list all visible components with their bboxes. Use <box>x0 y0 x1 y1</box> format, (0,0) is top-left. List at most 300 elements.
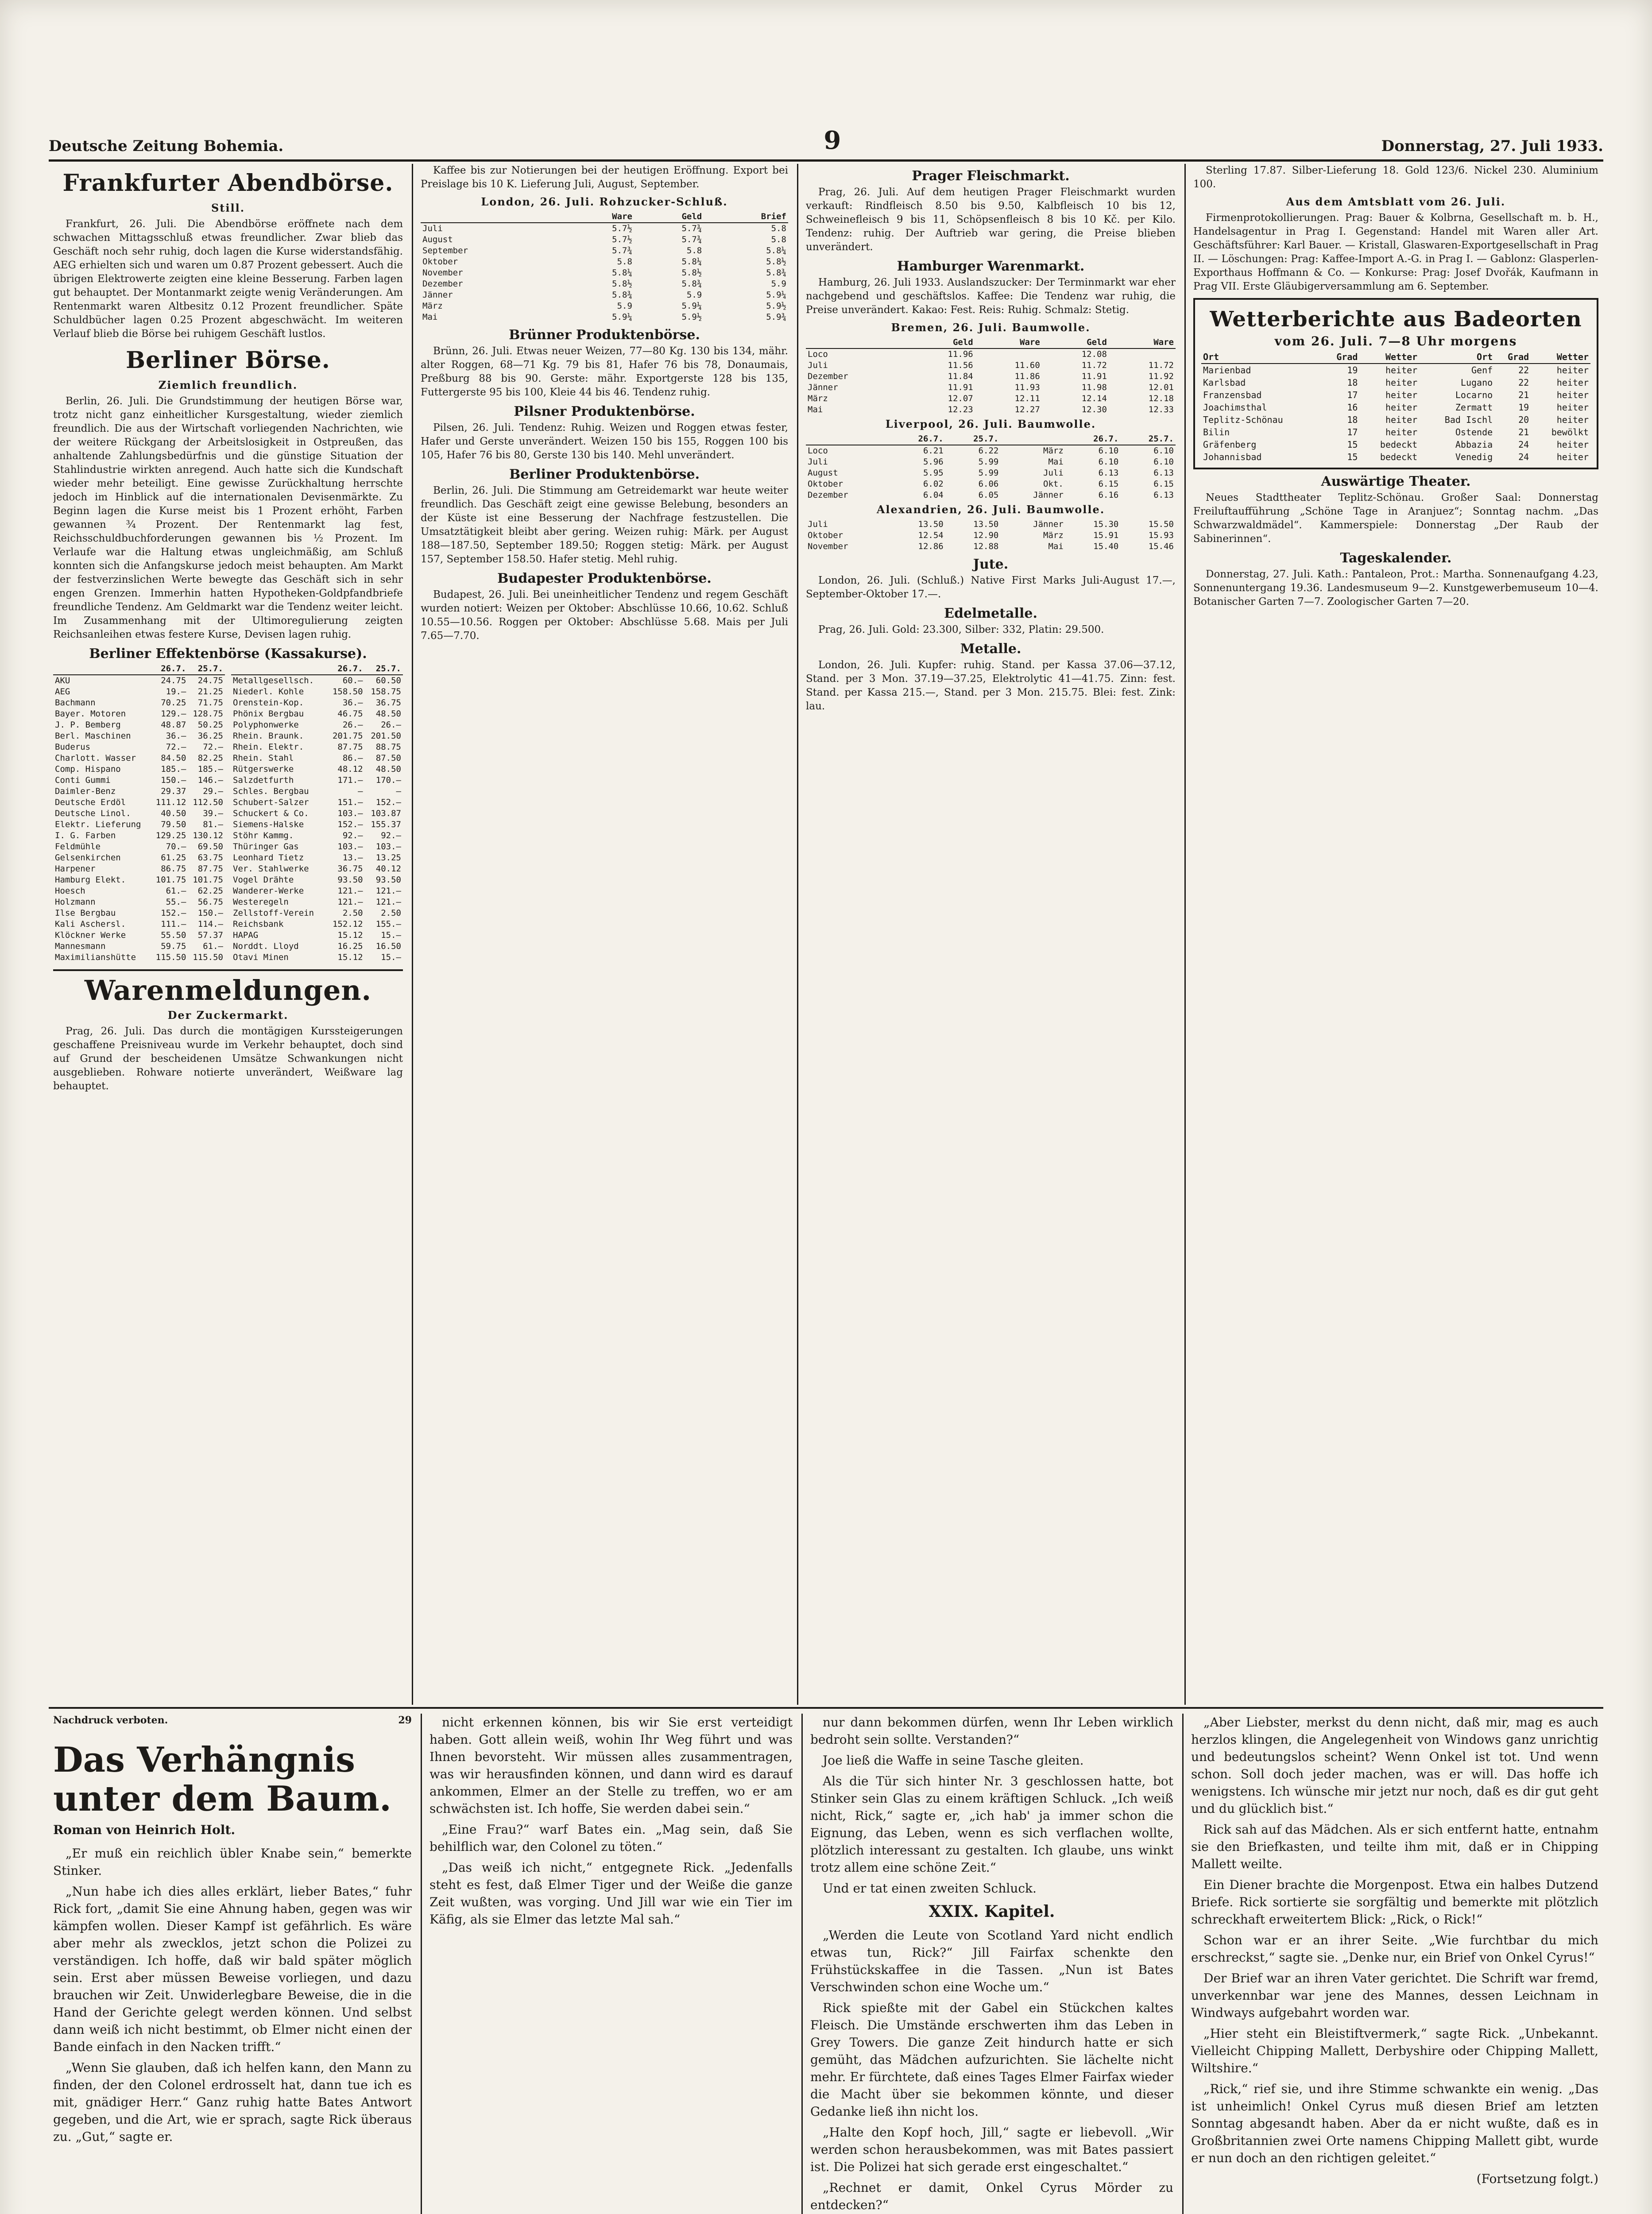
table-cell: Juli <box>1043 468 1064 478</box>
table-row <box>231 819 403 830</box>
table-header: 26.7. <box>151 663 188 675</box>
table-row <box>53 952 225 963</box>
table-cell: 19 <box>1518 402 1529 413</box>
table-header: Ort <box>1419 351 1494 364</box>
table-cell: 24.75 <box>197 676 223 685</box>
novel-paragraph: Der Brief war an ihren Vater gerichtet. Die Schrift war fremd, unverkennbar war jene des Mannes, dessen Leichnam in Windways aufgebahrt worden war. <box>1191 1971 1598 2020</box>
table-cell: Marienbad <box>1203 365 1251 375</box>
novel-paragraph: Rick spießte mit der Gabel ein Stückchen kaltes Fleisch. Die Umstände erschwerten ihm das Leben in Grey Towers. Die ganze Zeit hindurch hatte er sich gemüht, das Mädchen aufzurichten. Sie lächelte nicht mehr. Er fürchtete, daß eines Tages Elmer Fairfax wieder die Macht über sie bekommen könnte, und dieser Gedanke ließ ihn nicht los. <box>810 2001 1173 2119</box>
table-cell: 87.75 <box>337 742 363 752</box>
table-cell: 6.13 <box>1098 468 1119 478</box>
table-row <box>53 708 225 720</box>
table-cell: Conti Gummi <box>55 775 111 785</box>
table-row <box>53 863 225 875</box>
table-row <box>53 941 225 952</box>
table-cell: 15.91 <box>1093 530 1119 540</box>
table-cell: 5.8 <box>771 224 786 233</box>
table-cell: 11.96 <box>948 349 973 359</box>
table-cell: 185.— <box>197 764 223 774</box>
novel-paragraph: Schon war er an ihrer Seite. „Wie furchtbar du mich erschreckst,“ sagte sie. „Denke nur, ein Brief von Onkel Cyrus!“ <box>1191 1933 1598 1965</box>
table-cell: 5.8¾ <box>681 279 702 289</box>
table-row <box>806 382 1176 393</box>
table-cell: 36.— <box>166 731 186 741</box>
table-cell: 6.16 <box>1098 490 1119 500</box>
table-cell: 48.50 <box>375 764 401 774</box>
table-cell: 87.50 <box>375 753 401 763</box>
table-cell: Schles. Bergbau <box>233 786 309 796</box>
novel-paragraph: nicht erkennen können, bis wir Sie erst verteidigt haben. Gott allein weiß, wohin Ihr Weg führt und was Ihnen bevorsteht. Wir müssen alles zusammentragen, was wir herausfinden können, und dann wird es darauf ankommen, Elmer an der Stelle zu treffen, wo er am schwächsten ist. Ich hoffe, Sie werden dabei sein.“ <box>429 1715 793 1816</box>
table-cell: Bachmann <box>55 698 96 708</box>
table-cell: 6.13 <box>1153 468 1174 478</box>
table-cell: 82.25 <box>197 753 223 763</box>
table-cell: heiter <box>1556 390 1589 400</box>
table-cell: 92.— <box>342 831 363 840</box>
table-cell: 150.— <box>197 908 223 918</box>
table-row <box>421 312 788 323</box>
table-cell: 48.50 <box>375 709 401 719</box>
table-cell: Ostende <box>1455 427 1493 437</box>
table-cell: 92.— <box>381 831 401 840</box>
table-cell: 88.75 <box>375 742 401 752</box>
table-row <box>53 897 225 908</box>
weather-title: Wetterberichte aus Badeorten <box>1210 307 1582 332</box>
table-cell: 19 <box>1347 365 1358 375</box>
table-cell: AEG <box>55 687 70 697</box>
table-cell: 71.75 <box>197 698 223 708</box>
table-row <box>53 764 225 775</box>
table-cell: 5.8 <box>617 257 632 267</box>
table-cell: 72.— <box>203 742 223 752</box>
novel-paragraph: nur dann bekommen dürfen, wenn Ihr Leben wirklich bedroht sein sollte. Verstanden?“ <box>810 1715 1173 1747</box>
table-cell: 5.7¾ <box>681 224 702 233</box>
table-row <box>806 404 1176 415</box>
table-cell: Buderus <box>55 742 91 752</box>
table-cell: 5.7¾ <box>612 246 632 255</box>
table-cell: 5.8½ <box>681 268 702 278</box>
column-2 <box>421 164 788 1703</box>
table-cell: Oktober <box>808 479 843 489</box>
table-cell: 63.75 <box>197 853 223 863</box>
table-cell: 5.8¾ <box>612 290 632 300</box>
table-cell: 36.— <box>342 698 363 708</box>
amtsblatt-title: Aus dem Amtsblatt vom 26. Juli. <box>1286 195 1506 208</box>
table-cell: Hoesch <box>55 886 85 896</box>
table-cell: Mai <box>1048 457 1064 467</box>
table-cell: 103.87 <box>371 809 401 818</box>
table-cell: Elektr. Lieferung <box>55 820 141 829</box>
novel-paragraph: „Das weiß ich nicht,“ entgegnete Rick. „Jedenfalls steht es fest, daß Elmer Tiger und der Weiße die ganze Zeit wußten, was vorging. Und Jill war wie ein Tier im Käfig, als sie Elmer das letzte Mal sah.“ <box>429 1860 793 1927</box>
london-sugar-table <box>421 211 788 323</box>
continued-note: (Fortsetzung folgt.) <box>1476 2171 1598 2186</box>
table-cell: 13.— <box>342 853 363 863</box>
table-cell: März <box>422 301 443 311</box>
table-header: 25.7. <box>945 434 1001 445</box>
table-cell: J. P. Bemberg <box>55 720 121 730</box>
table-cell: Ver. Stahlwerke <box>233 864 309 874</box>
table-row <box>806 371 1176 382</box>
table-header <box>806 434 890 445</box>
table-cell: März <box>1043 530 1064 540</box>
column-rule <box>412 164 413 1705</box>
table-cell: 87.75 <box>197 864 223 874</box>
table-cell: Rütgerswerke <box>233 764 294 774</box>
table-row <box>231 775 403 786</box>
budapest-text: Budapest, 26. Juli. Bei uneinheitlicher Tendenz und regem Geschäft wurden notiert: Weizen per Oktober: Abschlüsse 10.66, 10.62. Schluß 10.55—10.56. Roggen per Oktober: Abschlüsse 5.68. Mais per Juli 7.65—7.70. <box>421 589 788 642</box>
table-cell: 5.9 <box>617 301 632 311</box>
table-cell: Bad Ischl <box>1444 414 1493 425</box>
weather-box <box>1193 298 1598 469</box>
table-cell: 146.— <box>197 775 223 785</box>
waren-text: Prag, 26. Juli. Das durch die montägigen Kurssteigerungen geschaffene Preisniveau wurde im Verkehr behauptet, doch sind auf Grund der bescheidenen Umsätze Schwankungen nicht ausgeblieben. Rohware notierte unverändert, Weißware lag behauptet. <box>53 1026 403 1092</box>
table-cell: 11.92 <box>1148 372 1174 381</box>
prag-meat-title: Prager Fleischmarkt. <box>912 168 1070 184</box>
column-rule <box>1184 164 1186 1705</box>
table-cell: 5.8½ <box>612 279 632 289</box>
table-cell: Juli <box>808 519 828 529</box>
waren-subtitle: Der Zuckermarkt. <box>167 1009 289 1022</box>
table-cell: Juli <box>808 457 828 467</box>
novel-paragraph: Und er tat einen zweiten Schluck. <box>823 1881 1037 1896</box>
table-cell: 5.8¼ <box>681 257 702 267</box>
table-cell: Zermatt <box>1455 402 1493 413</box>
liverpool-title: Liverpool, 26. Juli. Baumwolle. <box>885 418 1096 430</box>
table-cell: 11.91 <box>1081 372 1107 381</box>
table-header: 25.7. <box>1120 434 1176 445</box>
table-cell: 12.88 <box>973 542 999 551</box>
table-cell: 93.50 <box>375 875 401 885</box>
table-cell: 152.— <box>337 820 363 829</box>
table-cell: Mai <box>422 312 438 322</box>
table-cell: 11.93 <box>1014 383 1040 392</box>
table-cell: Dezember <box>422 279 463 289</box>
table-row <box>231 852 403 863</box>
table-cell: Vogel Drähte <box>233 875 294 885</box>
table-cell: 5.9 <box>686 290 702 300</box>
table-header: Grad <box>1323 351 1359 364</box>
table-cell: Jänner <box>422 290 453 300</box>
table-cell: Charlott. Wasser <box>55 753 136 763</box>
table-cell: Gelsenkirchen <box>55 853 121 863</box>
hamburg-text: Hamburg, 26. Juli 1933. Auslandszucker: Der Terminmarkt war eher nachgebend und geschäftslos. Kaffee: Die Tendenz war ruhig, die Preise unverändert. Kakao: Fest. Reis: Ruhig. Schmalz: Stetig. <box>806 277 1176 316</box>
table-cell: 6.21 <box>923 446 944 456</box>
table-cell: 11.56 <box>948 360 973 370</box>
table-cell: Stöhr Kammg. <box>233 831 294 840</box>
reprint-notice: Nachdruck verboten. <box>53 1715 168 1726</box>
table-cell: Abbazia <box>1455 439 1493 450</box>
amtsblatt-text: Firmenprotokollierungen. Prag: Bauer & Kolbrna, Gesellschaft m. b. H., Handelsagentur in Prag I. Gegenstand: Handel mit Waren aller Art. Geschäftsführer: Karl Bauer. — Kristall, Glaswaren-Exportgesellschaft in Prag II. — Löschungen: Prag: Kaffee-Import A.-G. in Prag I. — Gablonz: Glasperlen-Exporthaus Hoffmann & Co. — Konkurse: Prag: Josef Dvořák, Kaufmann in Prag VII. Erste Gläubigerversammlung am 6. September. <box>1193 212 1598 292</box>
table-cell: 59.75 <box>161 941 186 951</box>
novel-paragraph: „Eine Frau?“ warf Bates ein. „Mag sein, daß Sie behilflich war, den Colonel zu töten.“ <box>429 1822 793 1854</box>
table-header <box>1000 434 1065 445</box>
table-cell: 121.— <box>337 897 363 907</box>
table-cell: 5.8½ <box>766 257 786 267</box>
table-row <box>806 530 1176 541</box>
novel-paragraph: Als die Tür sich hinter Nr. 3 geschlossen hatte, bot Stinker sein Glas zu einem kräftigen Schluck. „Ich weiß nicht, Rick,“ sagte er, „ich hab' ja immer schon die Eignung, das Leben, wenn es sich verflachen wollte, plötzlich interessant zu gestalten. Ich glaube, uns winkt trotz allem eine schöne Zeit.“ <box>810 1774 1173 1875</box>
table-cell: — <box>358 786 363 796</box>
table-row <box>53 852 225 863</box>
table-cell: 72.— <box>166 742 186 752</box>
table-cell: Berl. Maschinen <box>55 731 131 741</box>
table-header: Ware <box>1109 337 1176 348</box>
table-cell: 50.25 <box>197 720 223 730</box>
novel-paragraph: „Rick,“ rief sie, und ihre Stimme schwankte ein wenig. „Das ist unheimlich! Onkel Cyrus muß diesen Brief am letzten Sonntag abgesandt haben. Aber da er nicht wußte, daß es in Großbritannien zwei Orte namens Chipping Mallett gibt, wurde er nun doch an den richtigen geleitet.“ <box>1191 2082 1598 2165</box>
table-row <box>231 941 403 952</box>
table-cell: Phönix Bergbau <box>233 709 304 719</box>
table-cell: Orenstein-Kop. <box>233 698 304 708</box>
table-cell: 21.25 <box>197 687 223 697</box>
table-cell: Franzensbad <box>1203 390 1262 400</box>
table-row <box>53 886 225 897</box>
table-header <box>231 663 326 675</box>
table-cell: 15.46 <box>1148 542 1174 551</box>
table-cell: 70.— <box>166 842 186 852</box>
table-cell: 26.— <box>342 720 363 730</box>
novel-notice-row <box>53 1714 412 1727</box>
table-cell: 129.25 <box>155 831 186 840</box>
table-cell: heiter <box>1556 377 1589 388</box>
table-header: 26.7. <box>1065 434 1121 445</box>
table-cell: bedeckt <box>1380 452 1418 462</box>
table-cell: 103.— <box>337 842 363 852</box>
table-cell: 6.10 <box>1153 457 1174 467</box>
table-cell: 11.86 <box>1014 372 1040 381</box>
table-cell: Teplitz-Schönau <box>1203 414 1283 425</box>
table-cell: 129.— <box>161 709 186 719</box>
brunn-title: Brünner Produktenbörse. <box>509 327 700 343</box>
table-row <box>231 897 403 908</box>
table-row <box>231 731 403 742</box>
table-cell: 70.25 <box>161 698 186 708</box>
table-cell: 12.18 <box>1148 394 1174 403</box>
table-cell: 61.— <box>203 941 223 951</box>
table-cell: 86.— <box>342 753 363 763</box>
table-cell: 55.50 <box>161 930 186 940</box>
table-row <box>806 457 1176 468</box>
hamburg-title: Hamburger Warenmarkt. <box>897 259 1085 274</box>
table-cell: 11.60 <box>1014 360 1040 370</box>
effekten-tables <box>53 663 403 963</box>
table-header: 26.7. <box>890 434 945 445</box>
table-cell: 48.12 <box>337 764 363 774</box>
table-cell: 17 <box>1347 390 1358 400</box>
jute-text: London, 26. Juli. (Schluß.) Native First Marks Juli-August 17.—, September-Oktober 17.—. <box>806 575 1176 600</box>
table-cell: 101.75 <box>193 875 223 885</box>
installment-number: 29 <box>398 1715 412 1726</box>
jute-title: Jute. <box>973 557 1009 572</box>
table-row <box>806 468 1176 479</box>
table-cell: 61.25 <box>161 853 186 863</box>
table-cell: 79.50 <box>161 820 186 829</box>
table-row <box>231 742 403 753</box>
table-cell: 15.12 <box>337 930 363 940</box>
table-row <box>421 245 788 256</box>
table-cell: heiter <box>1556 439 1589 450</box>
table-cell: 11.72 <box>1081 360 1107 370</box>
table-cell: 152.— <box>375 797 401 807</box>
table-cell: 26.— <box>381 720 401 730</box>
table-cell: Thüringer Gas <box>233 842 299 852</box>
weather-subtitle: vom 26. Juli. 7—8 Uhr morgens <box>1274 334 1517 348</box>
table-cell: 121.— <box>375 886 401 896</box>
table-cell: 93.50 <box>337 875 363 885</box>
table-cell: 5.95 <box>923 468 944 478</box>
table-row <box>53 830 225 841</box>
table-header: Wetter <box>1359 351 1419 364</box>
table-cell: 16.25 <box>337 941 363 951</box>
table-cell: 15 <box>1347 439 1358 450</box>
table-cell: 48.87 <box>161 720 186 730</box>
table-cell: 13.50 <box>918 519 944 529</box>
table-cell: 15 <box>1347 452 1358 462</box>
table-cell: Loco <box>808 446 828 456</box>
table-header: Grad <box>1494 351 1531 364</box>
alexandria-title: Alexandrien, 26. Juli. Baumwolle. <box>876 503 1105 516</box>
frankfurt-title: Frankfurter Abendbörse. <box>62 170 394 197</box>
table-cell: 22 <box>1518 377 1529 388</box>
table-row <box>421 290 788 301</box>
table-row <box>231 720 403 731</box>
novel-paragraph: „Wenn Sie glauben, daß ich helfen kann, den Mann zu finden, der den Colonel erdrosselt hat, dann tue ich es mit, gnädiger Herr.“ Ganz ruhig hatte Bates Antwort gegeben, und die Art, wie er sprach, sagte Rick überaus zu. „Gut,“ sagte er. <box>53 2060 412 2144</box>
table-cell: 21 <box>1518 427 1529 437</box>
section-rule <box>49 1707 1603 1709</box>
table-cell: heiter <box>1385 414 1418 425</box>
table-cell: 12.86 <box>918 542 944 551</box>
table-cell: Mai <box>1048 542 1064 551</box>
novel-column-3 <box>810 1714 1173 2214</box>
table-cell: 12.33 <box>1148 405 1174 414</box>
table-cell: AKU <box>55 676 70 685</box>
table-header: 25.7. <box>188 663 225 675</box>
novel-byline: Roman von Heinrich Holt. <box>53 1823 236 1837</box>
table-cell: Venedig <box>1455 452 1493 462</box>
table-cell: heiter <box>1385 402 1418 413</box>
table-cell: 36.75 <box>375 698 401 708</box>
table-cell: 5.9½ <box>681 312 702 322</box>
table-cell: Wanderer-Werke <box>233 886 304 896</box>
table-cell: Hamburg Elekt. <box>55 875 126 885</box>
table-cell: 56.75 <box>197 897 223 907</box>
table-cell: 115.50 <box>155 952 186 962</box>
table-cell: 12.07 <box>948 394 973 403</box>
table-cell: 5.9¼ <box>766 290 786 300</box>
table-cell: 185.— <box>161 764 186 774</box>
novel-paragraph: „Werden die Leute von Scotland Yard nicht endlich etwas tun, Rick?“ Jill Fairfax schenkte den Frühstückskaffee in die Tassen. „Nun ist Bates Verschwinden schon eine Woche um.“ <box>810 1928 1173 1994</box>
table-row <box>1201 438 1590 451</box>
table-row <box>231 919 403 930</box>
table-cell: 6.02 <box>923 479 944 489</box>
table-cell: Schuckert & Co. <box>233 809 309 818</box>
novel-paragraph: „Er muß ein reichlich übler Knabe sein,“ bemerkte Stinker. <box>53 1846 412 1878</box>
table-cell: 121.— <box>375 897 401 907</box>
column-rule <box>797 164 798 1705</box>
table-row <box>53 819 225 830</box>
table-cell: 18 <box>1347 377 1358 388</box>
table-cell: heiter <box>1556 365 1589 375</box>
pilsen-title: Pilsner Produktenbörse. <box>514 404 695 419</box>
table-row <box>231 886 403 897</box>
table-cell: Okt. <box>1043 479 1064 489</box>
table-cell: 86.75 <box>161 864 186 874</box>
table-cell: 103.— <box>337 809 363 818</box>
table-cell: 5.8 <box>771 235 786 244</box>
effekten-table-b <box>231 663 403 963</box>
table-cell: 130.12 <box>193 831 223 840</box>
table-cell: 12.23 <box>948 405 973 414</box>
brunn-text: Brünn, 26. Juli. Etwas neuer Weizen, 77—80 Kg. 130 bis 134, mähr. alter Roggen, 68—71 Kg. 79 bis 81, Hafer 76 bis 78, Donaumais, Preßburg 88 bis 90. Gerste: mähr. Exportgerste 128 bis 135, Futtergerste 95 bis 100, Kleie 44 bis 46. Tendenz ruhig. <box>421 345 788 398</box>
col2-intro: Kaffee bis zur Notierungen bei der heutigen Eröffnung. Export bei Preislage bis 10 K. Lieferung Juli, August, September. <box>421 165 788 190</box>
table-cell: 62.25 <box>197 886 223 896</box>
table-row <box>231 830 403 841</box>
table-cell: 6.05 <box>978 490 999 500</box>
table-cell <box>1109 348 1176 360</box>
table-cell: 18 <box>1347 414 1358 425</box>
table-cell: 5.9¼ <box>681 301 702 311</box>
table-cell: 5.8¾ <box>766 268 786 278</box>
table-cell: 115.50 <box>193 952 223 962</box>
table-cell: 36.75 <box>337 864 363 874</box>
table-cell: heiter <box>1556 452 1589 462</box>
col4-intro: Sterling 17.87. Silber-Lieferung 18. Gold 123/6. Nickel 230. Aluminium 100. <box>1193 165 1598 190</box>
berlin-title: Berliner Börse. <box>126 347 330 374</box>
table-cell: 11.98 <box>1081 383 1107 392</box>
table-header: 25.7. <box>365 663 403 675</box>
table-cell: 16 <box>1347 402 1358 413</box>
table-cell: August <box>422 235 453 244</box>
table-cell: Johannisbad <box>1203 452 1262 462</box>
table-cell: 158.50 <box>332 687 363 697</box>
table-cell: heiter <box>1556 414 1589 425</box>
table-cell: Siemens-Halske <box>233 820 304 829</box>
berlin-prod-title: Berliner Produktenbörse. <box>509 467 700 482</box>
table-cell: 6.10 <box>1098 457 1119 467</box>
table-cell: Dezember <box>808 372 848 381</box>
table-cell: Norddt. Lloyd <box>233 941 299 951</box>
table-row <box>421 301 788 312</box>
table-cell: 61.— <box>166 886 186 896</box>
table-row <box>53 742 225 753</box>
table-cell: 16.50 <box>375 941 401 951</box>
table-cell: Bayer. Motoren <box>55 709 126 719</box>
table-cell: Zellstoff-Verein <box>233 908 314 918</box>
table-cell: 12.01 <box>1148 383 1174 392</box>
table-cell: Jänner <box>1033 519 1064 529</box>
edelmetalle-title: Edelmetalle. <box>944 606 1037 621</box>
table-cell: 60.50 <box>375 676 401 685</box>
table-cell: 5.7½ <box>612 224 632 233</box>
table-cell: 5.96 <box>923 457 944 467</box>
edelmetalle-text: Prag, 26. Juli. Gold: 23.300, Silber: 332, Platin: 29.500. <box>818 624 1104 635</box>
table-cell: 170.— <box>375 775 401 785</box>
table-row <box>53 786 225 797</box>
table-cell: November <box>808 542 848 551</box>
table-cell: 24 <box>1518 452 1529 462</box>
table-cell: I. G. Farben <box>55 831 116 840</box>
table-row <box>806 519 1176 530</box>
table-row <box>1201 401 1590 414</box>
section-rule <box>53 969 403 971</box>
column-1 <box>53 164 403 1703</box>
table-cell: 15.30 <box>1093 519 1119 529</box>
prag-meat-text: Prag, 26. Juli. Auf dem heutigen Prager Fleischmarkt wurden verkauft: Rindfleisch 8.50 bis 9.50, Kalbfleisch 10 bis 12, Schweinefleisch 9 bis 11, Schöpsenfleisch 8 bis 10 Kč. per Kilo. Tendenz: ruhig. Der Auftrieb war gering, die Preise blieben unverändert. <box>806 186 1176 253</box>
table-cell: 24.75 <box>161 676 186 685</box>
liverpool-table <box>806 434 1176 501</box>
table-row <box>53 841 225 852</box>
table-cell: 5.9¼ <box>612 312 632 322</box>
table-cell: Oktober <box>422 257 458 267</box>
table-header: Brief <box>704 211 788 223</box>
table-cell: 12.14 <box>1081 394 1107 403</box>
table-cell: 152.— <box>161 908 186 918</box>
